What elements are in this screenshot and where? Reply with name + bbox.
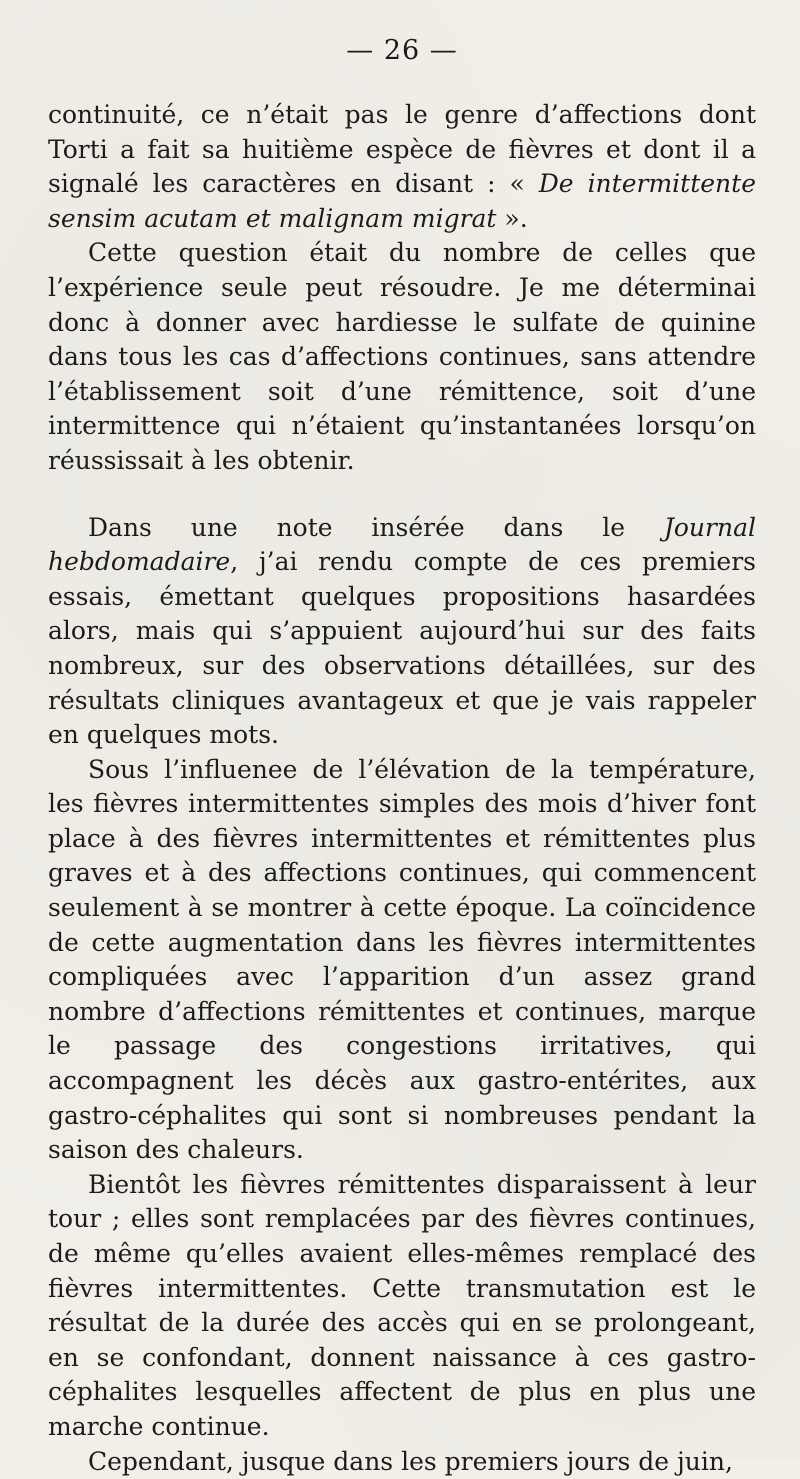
journal-title: Journal hebdomadaire [48, 512, 756, 577]
latin-quote: De intermittente sensim acutam et malignam migrat [48, 169, 756, 233]
paragraph-continuation [48, 98, 756, 236]
paragraph-experience: Cette question était du nombre de celles que l’expérience seule peut résoudre. Je me déterminai donc à donner avec hardiesse le sulfate de quinine dans tous les cas d’affections continues, sans attendre l’établissement soit d’une rémittence, soit d’une intermittence qui n’étaient qu’instantanées lorsqu’on réussissait à les obtenir. [48, 238, 756, 475]
page-number: — 26 — [346, 35, 458, 66]
paragraph-journal-note [48, 511, 756, 753]
paragraph-temperature: Sous l’influenee de l’élévation de la température, les fièvres intermittentes simples des mois d’hiver font place à des fièvres intermittentes et rémittentes plus graves et à des affections continues, qui commencent seulement à se montrer à cette époque. La coïncidence de cette augmentation dans les fièvres intermittentes compliquées avec l’apparition d’un assez grand nombre d’affections rémittentes et continues, marque le passage des congestions irritatives, qui accompagnent les décès aux gastro-entérites, aux gastro-céphalites qui sont si nombreuses pendant la saison des chaleurs. [48, 754, 756, 1165]
paragraph-june: Cependant, jusque dans les premiers jours de juin, [88, 1446, 733, 1476]
paragraph-remittent-fevers: Bientôt les fièvres rémittentes disparaissent à leur tour ; elles sont remplacées par des fièvres continues, de même qu’elles avaient elles-mêmes remplacé des fièvres intermittentes. Cette transmutation est le résultat de la durée des accès qui en se prolongeant, en se confondant, donnent naissance à ces gastro-céphalites lesquelles affectent de plus en plus une marche continue. [48, 1169, 756, 1441]
paragraph-text: , j’ai rendu compte de ces premiers essais, émettant quelques propositions hasardées alors, mais qui s’appuient aujourd’hui sur des faits nombreux, sur des observations détaillées, sur des résultats cliniques avantageux et que je vais rappeler en quelques mots. [48, 547, 756, 750]
paragraph-text: Dans une note insérée dans le [88, 512, 664, 542]
paragraph-text: continuité, ce n’était pas le genre d’affections dont Torti a fait sa huitième espèce de fièvres et dont il a signalé les caractères en disant : « [48, 100, 756, 199]
paragraph-text: ». [496, 203, 528, 233]
